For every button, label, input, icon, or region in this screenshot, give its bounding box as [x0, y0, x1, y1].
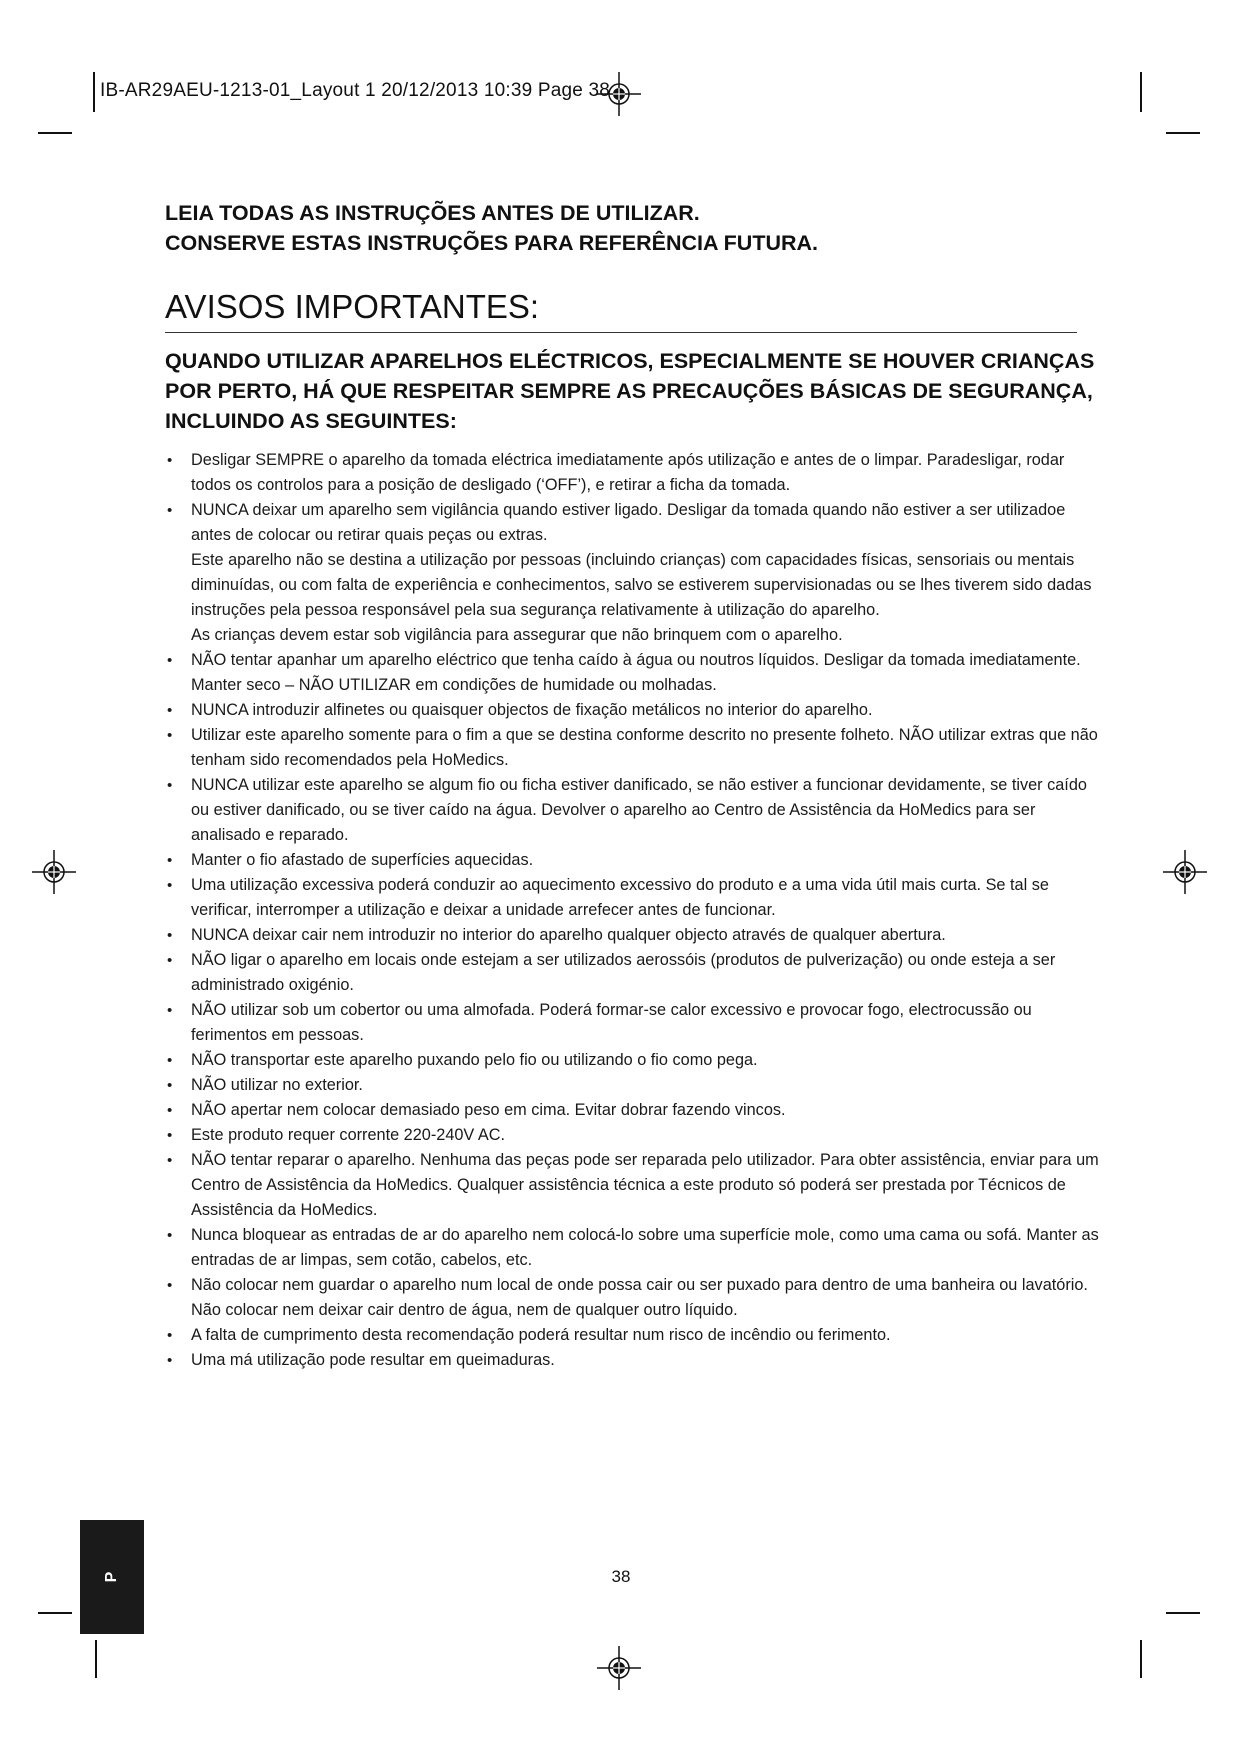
registration-mark-left-icon: [32, 850, 76, 894]
warning-item: • A falta de cumprimento desta recomendação poderá resultar num risco de incêndio ou ferimento.: [165, 1323, 1105, 1348]
warning-item: • Desligar SEMPRE o aparelho da tomada eléctrica imediatamente após utilização e antes de o limpar. Paradesligar, rodar todos os controlos para a posição de desligado (‘OFF’), e retirar a ficha da tomada.: [165, 448, 1105, 498]
registration-mark-right-icon: [1163, 850, 1207, 894]
slug-left-bar: [93, 72, 95, 112]
safety-intro-heading: QUANDO UTILIZAR APARELHOS ELÉCTRICOS, ESPECIALMENTE SE HOUVER CRIANÇAS POR PERTO, HÁ QUE RESPEITAR SEMPRE AS PRECAUÇÕES BÁSICAS DE SEGURANÇA, INCLUINDO AS SEGUINTES:: [165, 349, 1095, 433]
slug-right-bar: [1140, 72, 1142, 112]
warning-item: • Manter o fio afastado de superfícies aquecidas.: [165, 848, 1105, 873]
warning-item: • Este produto requer corrente 220-240V AC.: [165, 1123, 1105, 1148]
warning-item: • NÃO tentar reparar o aparelho. Nenhuma das peças pode ser reparada pelo utilizador. Para obter assistência, enviar para um Centro de Assistência da HoMedics. Qualquer assistência técnica a este produto só poderá ser prestada por Técnicos de Assistência da HoMedics.: [165, 1148, 1105, 1223]
header-line-1: LEIA TODAS AS INSTRUÇÕES ANTES DE UTILIZAR.: [165, 201, 700, 225]
warning-item: • NÃO transportar este aparelho puxando pelo fio ou utilizando o fio como pega.: [165, 1048, 1105, 1073]
warning-item: • NUNCA deixar um aparelho sem vigilância quando estiver ligado. Desligar da tomada quando não estiver a ser utilizadoe antes de colocar ou retirar quais peças ou extras.: [165, 498, 1105, 548]
crop-mark-bottom-right-h: [1166, 1612, 1200, 1614]
crop-mark-top-left: [38, 132, 72, 134]
crop-mark-bottom-left-h: [38, 1612, 72, 1614]
warning-item-continued: As crianças devem estar sob vigilância para assegurar que não brinquem com o aparelho.: [191, 626, 843, 644]
crop-mark-top-right: [1166, 132, 1200, 134]
warning-item: • NUNCA utilizar este aparelho se algum fio ou ficha estiver danificado, se não estiver a funcionar devidamente, se tiver caído ou estiver danificado, ou se tiver caído na água. Devolver o aparelho ao Centro de Assistência da HoMedics para ser analisado e reparado.: [165, 773, 1105, 848]
page-content: [165, 198, 1105, 1373]
warning-item: • NÃO utilizar sob um cobertor ou uma almofada. Poderá formar-se calor excessivo e provocar fogo, electrocussão ou ferimentos em pessoas.: [165, 998, 1105, 1048]
warning-item: • Uma má utilização pode resultar em queimaduras.: [165, 1348, 1105, 1373]
page-title: AVISOS IMPORTANTES:: [165, 288, 1077, 333]
registration-mark-top-icon: [597, 72, 641, 116]
language-tab-label: P: [103, 1571, 120, 1583]
warning-item: • NUNCA deixar cair nem introduzir no interior do aparelho qualquer objecto através de qualquer abertura.: [165, 923, 1105, 948]
page-number: 38: [611, 1567, 631, 1586]
warning-item: • Nunca bloquear as entradas de ar do aparelho nem colocá-lo sobre uma superfície mole, como uma cama ou sofá. Manter as entradas de ar limpas, sem cotão, cabelos, etc.: [165, 1223, 1105, 1273]
crop-mark-bottom-right-v: [1140, 1640, 1142, 1678]
registration-mark-bottom-icon: [597, 1646, 641, 1690]
warning-item-continued: Este aparelho não se destina a utilização por pessoas (incluindo crianças) com capacidades físicas, sensoriais ou mentais diminuídas, ou com falta de experiência e conhecimentos, salvo se estiverem supervisionadas ou se lhes tiverem sido dadas instruções pela pessoa responsável pela sua segurança relativamente à utilização do aparelho.: [191, 551, 1092, 619]
warning-item: • Uma utilização excessiva poderá conduzir ao aquecimento excessivo do produto e a uma vida útil mais curta. Se tal se verificar, interromper a utilização e deixar a unidade arrefecer antes de funcionar.: [165, 873, 1105, 923]
slug-line: IB-AR29AEU-1213-01_Layout 1 20/12/2013 10:39 Page 38: [100, 80, 611, 101]
warnings-list: [165, 448, 1105, 1373]
header-line-2: CONSERVE ESTAS INSTRUÇÕES PARA REFERÊNCIA FUTURA.: [165, 231, 819, 255]
warning-item: • NUNCA introduzir alfinetes ou quaisquer objectos de fixação metálicos no interior do aparelho.: [165, 698, 1105, 723]
warning-item: • Não colocar nem guardar o aparelho num local de onde possa cair ou ser puxado para dentro de uma banheira ou lavatório. Não colocar nem deixar cair dentro de água, nem de qualquer outro líquido.: [165, 1273, 1105, 1323]
warning-item: • NÃO apertar nem colocar demasiado peso em cima. Evitar dobrar fazendo vincos.: [165, 1098, 1105, 1123]
warning-item: • Utilizar este aparelho somente para o fim a que se destina conforme descrito no presente folheto. NÃO utilizar extras que não tenham sido recomendados pela HoMedics.: [165, 723, 1105, 773]
warning-item: • NÃO tentar apanhar um aparelho eléctrico que tenha caído à água ou noutros líquidos. Desligar da tomada imediatamente. Manter seco – NÃO UTILIZAR em condições de humidade ou molhadas.: [165, 648, 1105, 698]
warning-item: • NÃO utilizar no exterior.: [165, 1073, 1105, 1098]
language-tab: [80, 1520, 144, 1634]
crop-mark-bottom-left-v: [95, 1640, 97, 1678]
warning-item: • NÃO ligar o aparelho em locais onde estejam a ser utilizados aerossóis (produtos de pulverização) ou onde esteja a ser administrado oxigénio.: [165, 948, 1105, 998]
